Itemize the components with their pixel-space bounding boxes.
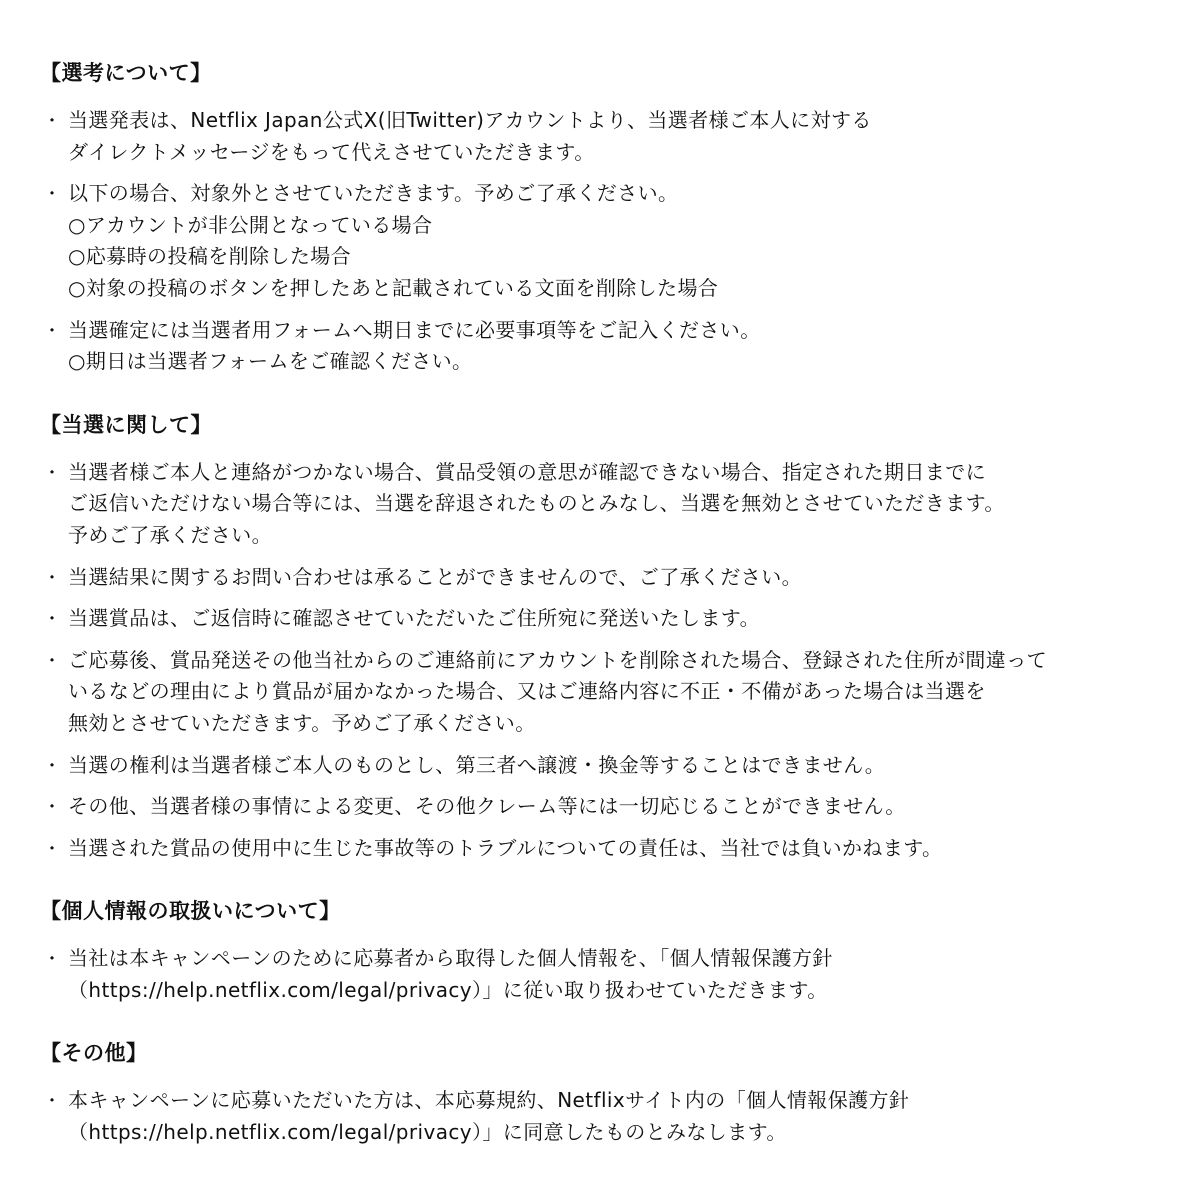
bullet-item bbox=[40, 105, 1180, 168]
bullet-list bbox=[40, 457, 1180, 865]
terms-document bbox=[40, 58, 1180, 1149]
bullet-text-line: ○期日は当選者フォームをご確認ください。 bbox=[68, 349, 473, 374]
bullet-text-line: ご応募後、賞品発送その他当社からのご連絡前にアカウントを削除された場合、登録された住所が間違って bbox=[68, 647, 1047, 672]
bullet-item bbox=[40, 1085, 1180, 1148]
bullet-text-line: 当選発表は、Netflix Japan公式X(旧Twitter)アカウントより、当選者様ご本人に対する bbox=[68, 108, 872, 132]
bullet-dot-icon: ・ bbox=[43, 949, 61, 971]
bullet-dot-icon: ・ bbox=[43, 838, 61, 860]
bullet-dot-icon: ・ bbox=[43, 567, 61, 589]
bullet-list bbox=[40, 943, 1180, 1006]
bullet-list bbox=[40, 1085, 1180, 1148]
bullet-dot-icon: ・ bbox=[43, 797, 61, 819]
bullet-text-line: ご返信いただけない場合等には、当選を辞退されたものとみなし、当選を無効とさせていただきます。 bbox=[68, 491, 1005, 516]
bullet-dot-icon: ・ bbox=[43, 462, 61, 484]
bullet-text-line: 当選された賞品の使用中に生じた事故等のトラブルについての責任は、当社では負いかねます。 bbox=[68, 835, 943, 860]
section-heading: 【当選に関して】 bbox=[40, 412, 212, 437]
terms-section bbox=[40, 1038, 1180, 1148]
bullet-dot-icon: ・ bbox=[43, 755, 61, 777]
bullet-text-line: 無効とさせていただきます。予めご了承ください。 bbox=[68, 710, 536, 735]
bullet-text-line: （https://help.netflix.com/legal/privacy）」に従い取り扱わせていただきます。 bbox=[68, 977, 828, 1002]
bullet-text-line: いるなどの理由により賞品が届かなかった場合、又はご連絡内容に不正・不備があった場合は当選を bbox=[68, 679, 986, 704]
bullet-text-line: 当選の権利は当選者様ご本人のものとし、第三者へ譲渡・換金等することはできません。 bbox=[68, 752, 886, 777]
bullet-item bbox=[40, 315, 1180, 378]
bullet-text-line: ○対象の投稿のボタンを押したあと記載されている文面を削除した場合 bbox=[68, 275, 719, 300]
bullet-text-line: （https://help.netflix.com/legal/privacy）」に同意したものとみなします。 bbox=[68, 1120, 787, 1145]
bullet-list bbox=[40, 105, 1180, 378]
bullet-text-line: 予めご了承ください。 bbox=[68, 522, 272, 547]
bullet-item bbox=[40, 457, 1180, 552]
bullet-text-line: ○アカウントが非公開となっている場合 bbox=[68, 212, 433, 237]
bullet-item bbox=[40, 833, 1180, 865]
bullet-text-line: 当社は本キャンペーンのために応募者から取得した個人情報を、「個人情報保護方針 bbox=[68, 946, 833, 971]
bullet-item bbox=[40, 791, 1180, 823]
bullet-item bbox=[40, 750, 1180, 782]
bullet-text-line: 当選結果に関するお問い合わせは承ることができませんので、ご了承ください。 bbox=[68, 564, 802, 589]
section-heading: 【個人情報の取扱いについて】 bbox=[40, 899, 341, 924]
bullet-dot-icon: ・ bbox=[43, 111, 61, 132]
section-heading: 【選考について】 bbox=[40, 61, 212, 85]
bullet-text-line: 以下の場合、対象外とさせていただきます。予めご了承ください。 bbox=[68, 181, 679, 206]
bullet-text-line: 本キャンペーンに応募いただいた方は、本応募規約、Netflixサイト内の「個人情報保護方針 bbox=[68, 1088, 910, 1113]
bullet-dot-icon: ・ bbox=[43, 650, 61, 672]
bullet-dot-icon: ・ bbox=[43, 320, 61, 342]
terms-section bbox=[40, 410, 1180, 865]
bullet-text-line: ダイレクトメッセージをもって代えさせていただきます。 bbox=[68, 139, 595, 164]
bullet-item bbox=[40, 645, 1180, 740]
bullet-item bbox=[40, 943, 1180, 1006]
bullet-item bbox=[40, 603, 1180, 635]
bullet-dot-icon: ・ bbox=[43, 609, 61, 631]
section-heading: 【その他】 bbox=[40, 1041, 148, 1066]
bullet-text-line: 当選賞品は、ご返信時に確認させていただいたご住所宛に発送いたします。 bbox=[68, 606, 760, 631]
bullet-text-line: 当選確定には当選者用フォームへ期日までに必要事項等をご記入ください。 bbox=[68, 317, 761, 342]
terms-section bbox=[40, 58, 1180, 378]
bullet-item bbox=[40, 178, 1180, 304]
bullet-text-line: ○応募時の投稿を削除した場合 bbox=[68, 244, 352, 269]
bullet-text-line: 当選者様ご本人と連絡がつかない場合、賞品受領の意思が確認できない場合、指定された期日までに bbox=[68, 459, 986, 484]
bullet-dot-icon: ・ bbox=[43, 1091, 61, 1113]
bullet-dot-icon: ・ bbox=[43, 184, 61, 206]
bullet-text-line: その他、当選者様の事情による変更、その他クレーム等には一切応じることができません。 bbox=[68, 794, 906, 819]
terms-section bbox=[40, 896, 1180, 1006]
bullet-item bbox=[40, 562, 1180, 594]
